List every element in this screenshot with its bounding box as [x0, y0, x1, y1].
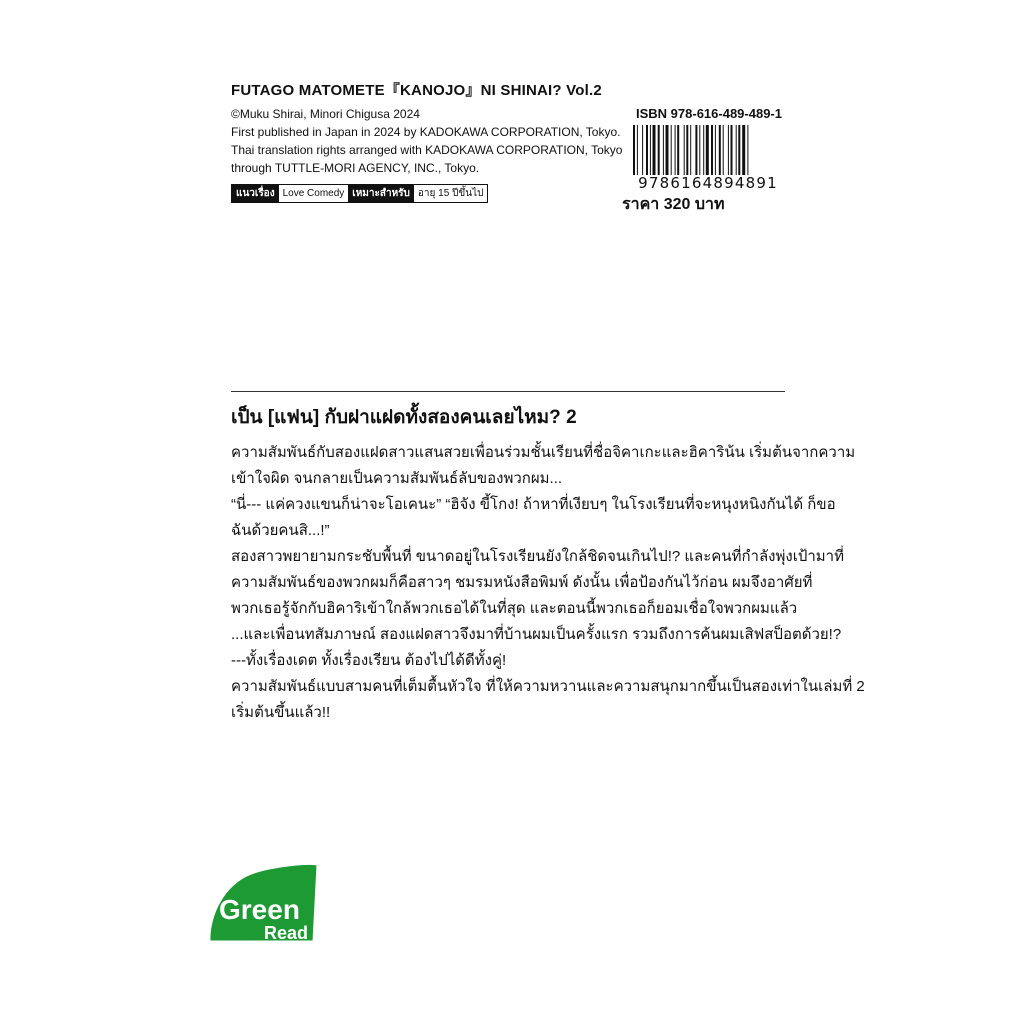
- barcode-bar: [650, 125, 651, 175]
- synopsis-line: เริ่มต้นขึ้นแล้ว!!: [231, 704, 331, 721]
- barcode-bar: [742, 125, 745, 175]
- genre-label: แนวเรื่อง: [232, 185, 279, 202]
- audience-value: อายุ 15 ปีขึ้นไป: [414, 185, 488, 202]
- barcode-bar: [671, 125, 672, 175]
- barcode-bar: [711, 125, 713, 175]
- synopsis-line: ความสัมพันธ์ของพวกผมก็คือสาวๆ ชมรมหนังสือพิมพ์ ดังนั้น เพื่อป้องกันไว้ก่อน ผมจึงอาศัยที่: [231, 574, 813, 591]
- synopsis: [231, 440, 865, 726]
- barcode-bar: [642, 125, 643, 175]
- barcode-bar: [666, 125, 669, 175]
- barcode-bar: [728, 125, 729, 175]
- first-published-line: First published in Japan in 2024 by KADOKAWA CORPORATION, Tokyo.: [231, 125, 621, 139]
- price-label: ราคา 320 บาท: [622, 196, 725, 213]
- barcode-bar: [719, 125, 721, 175]
- barcode-bar: [738, 125, 740, 175]
- barcode-bar: [703, 125, 704, 175]
- barcode-bar: [736, 125, 737, 175]
- barcode-bar: [637, 125, 638, 175]
- barcode-bar: [699, 125, 700, 175]
- barcode-bar: [690, 125, 691, 175]
- barcode-bar: [723, 125, 724, 175]
- barcode-bar: [695, 125, 697, 175]
- barcode-digits: 9786164894891: [638, 174, 778, 192]
- agency-line: through TUTTLE-MORI AGENCY, INC., Tokyo.: [231, 161, 480, 175]
- logo-text-read: Read: [264, 923, 309, 943]
- barcode-bar: [715, 125, 716, 175]
- barcode-image: [633, 125, 785, 175]
- synopsis-line: “นี่--- แค่ควงแขนก็น่าจะโอเคนะ” “ฮิจัง ขี้โกง! ถ้าหาที่เงียบๆ ในโรงเรียนที่จะหนุงหนิงกันได้ ก็ขอ: [231, 496, 836, 513]
- barcode-bar: [747, 125, 748, 175]
- translation-rights-line: Thai translation rights arranged with KADOKAWA CORPORATION, Tokyo: [231, 143, 623, 157]
- barcode-bar: [677, 125, 679, 175]
- genre-rating-bar: [231, 184, 488, 203]
- barcode-bar: [633, 125, 635, 175]
- synopsis-line: เข้าใจผิด จนกลายเป็นความสัมพันธ์ลับของพวกผม...: [231, 470, 563, 487]
- synopsis-line: ...และเพื่อนทสัมภาษณ์ สองแฝดสาวจึงมาที่บ้านผมเป็นครั้งแรก รวมถึงการค้นผมเสิฟสป็อตด้วย!?: [231, 626, 842, 643]
- synopsis-line: ---ทั้งเรื่องเดต ทั้งเรื่องเรียน ต้องไปได้ดีทั้งคู่!: [231, 652, 507, 669]
- synopsis-line: พวกเธอรู้จักกับฮิคาริเข้าใกล้พวกเธอได้ในที่สุด และตอนนี้พวกเธอก็ยอมเชื่อใจพวกผมแล้ว: [231, 600, 798, 617]
- book-title-thai: เป็น [แฟน] กับฝาแฝดทั้งสองคนเลยไหม? 2: [231, 407, 577, 428]
- synopsis-line: ความสัมพันธ์กับสองแฝดสาวแสนสวยเพื่อนร่วมชั้นเรียนที่ชื่อจิคาเกะและฮิคาริน้น เริ่มต้นจากความ: [231, 444, 856, 461]
- barcode-bar: [684, 125, 685, 175]
- audience-label: เหมาะสำหรับ: [348, 185, 414, 202]
- barcode-bar: [706, 125, 709, 175]
- synopsis-line: ความสัมพันธ์แบบสามคนที่เต็มตื้นหัวใจ ที่ให้ความหวานและความสนุกมากขึ้นเป็นสองเท่าในเล่มที่ 2: [231, 678, 865, 695]
- barcode-bar: [663, 125, 664, 175]
- logo-text-green: Green: [219, 894, 300, 925]
- barcode-bar: [675, 125, 676, 175]
- synopsis-line: สองสาวพยายามกระชับพื้นที่ ขนาดอยู่ในโรงเรียนยังใกล้ชิดจนเกินไป!? และคนที่กำลังพุ่งเป้ามาที่: [231, 548, 844, 565]
- green-read-logo: [206, 861, 321, 945]
- synopsis-line: ฉันด้วยคนสิ...!”: [231, 522, 330, 539]
- barcode-bar: [731, 125, 733, 175]
- barcode-bar: [653, 125, 656, 175]
- isbn-text: ISBN 978-616-489-489-1: [636, 106, 782, 121]
- section-divider: [231, 391, 785, 392]
- copyright-line: ©Muku Shirai, Minori Chigusa 2024: [231, 107, 420, 121]
- barcode-bar: [686, 125, 688, 175]
- barcode-bar: [646, 125, 648, 175]
- book-title-english: FUTAGO MATOMETE『KANOJO』NI SHINAI? Vol.2: [231, 82, 602, 99]
- genre-value: Love Comedy: [279, 185, 349, 202]
- barcode-bar: [658, 125, 660, 175]
